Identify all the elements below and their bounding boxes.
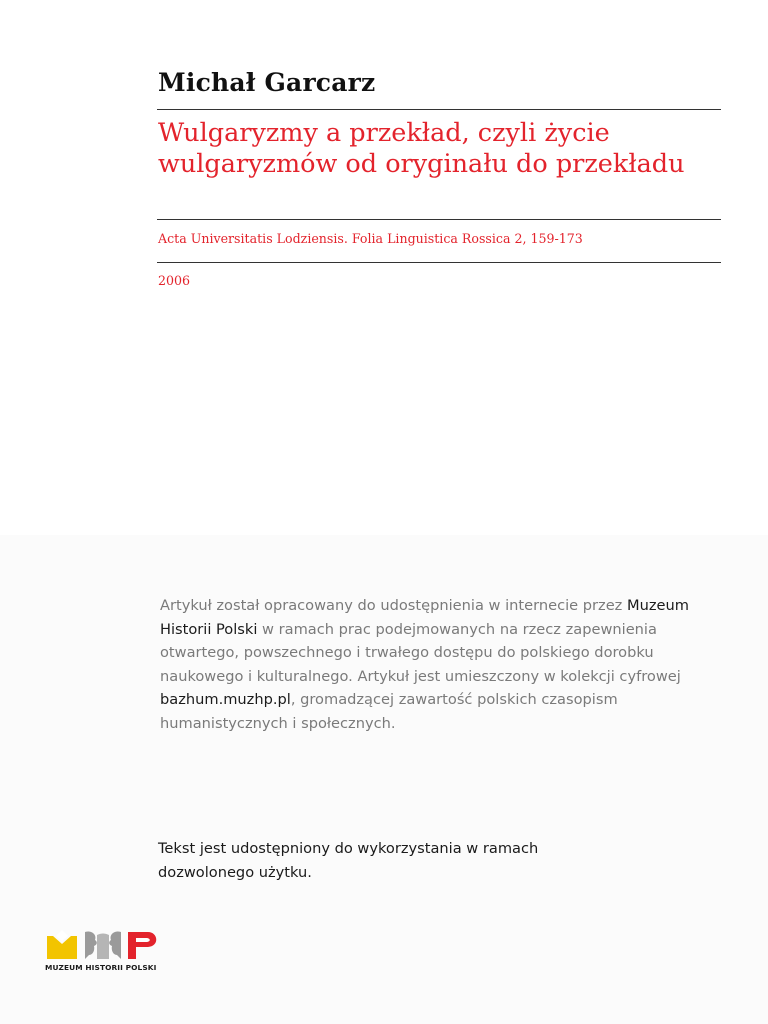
museum-name: Muzeum Historii Polski — [160, 597, 689, 638]
divider-line — [157, 219, 721, 220]
journal-source: Acta Universitatis Lodziensis. Folia Linguistica Rossica 2, 159-173 — [158, 231, 583, 246]
publication-year: 2006 — [158, 273, 191, 288]
divider-line — [157, 262, 721, 263]
usage-notice: Tekst jest udostępniony do wykorzystania w ramach dozwolonego użytku. — [158, 840, 539, 881]
article-title: Wulgaryzmy a przekład, czyli życie wulgaryzmów od oryginału do przekładu — [158, 118, 685, 179]
author-name: Michał Garcarz — [158, 68, 376, 97]
notice-text: Artykuł został opracowany do udostępnienia w internecie przez — [160, 597, 627, 614]
divider-line — [157, 109, 721, 110]
logo-caption: MUZEUM HISTORII POLSKI — [45, 963, 157, 972]
notice-text: w ramach prac podejmowanych na rzecz zapewnienia otwartego, powszechnego i trwałego dostępu do polskiego dorobku naukowego i kulturalnego. Artykuł jest umieszczony w kolekcji cyfrowej — [160, 620, 681, 685]
availability-notice — [160, 594, 720, 735]
collection-link[interactable]: bazhum.muzhp.pl — [160, 691, 291, 708]
notice-text: , gromadzącej zawartość polskich czasopism humanistycznych i społecznych. — [160, 691, 618, 732]
museum-logo-icon — [45, 929, 165, 961]
